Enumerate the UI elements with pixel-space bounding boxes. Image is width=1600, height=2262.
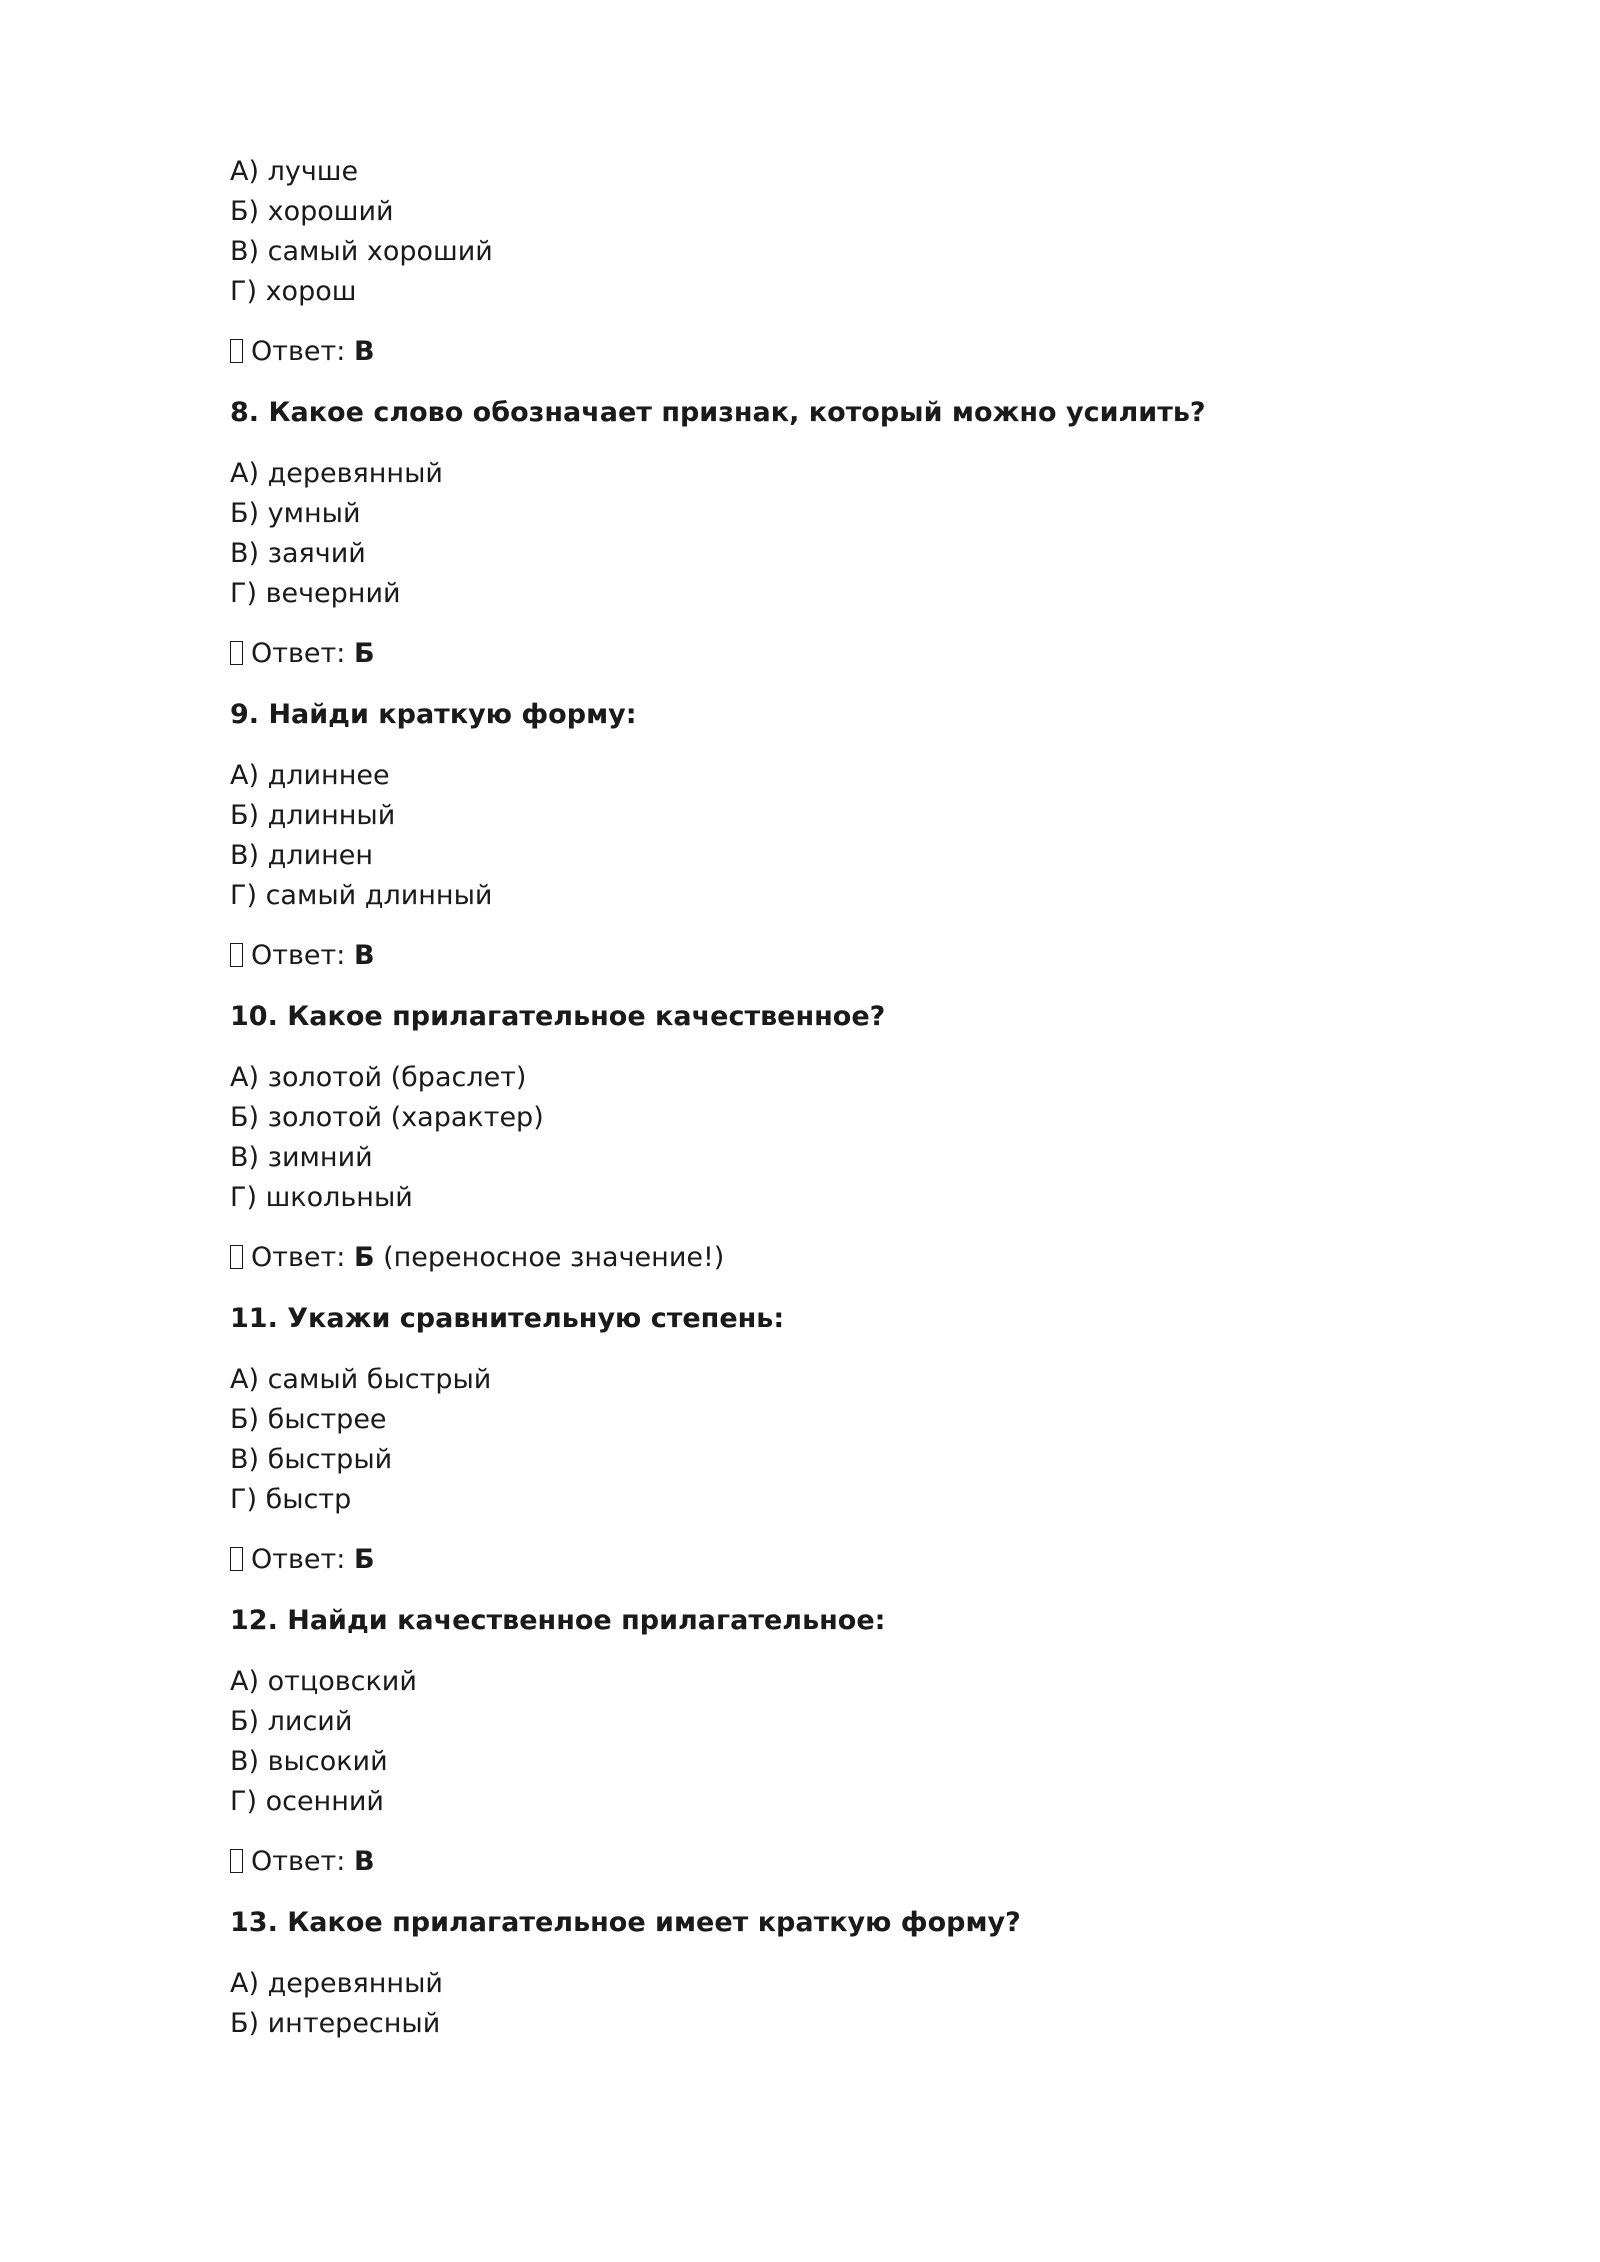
answer-label: Ответ: xyxy=(251,1544,346,1575)
option-c: В) самый хороший xyxy=(230,236,493,267)
option-b: Б) быстрее xyxy=(230,1404,387,1435)
option-c: В) заячий xyxy=(230,538,366,569)
option-d: Г) быстр xyxy=(230,1484,352,1515)
answer-label: Ответ: xyxy=(251,638,346,669)
options-list xyxy=(230,454,1410,614)
option-c: В) высокий xyxy=(230,1746,388,1777)
option-d: Г) осенний xyxy=(230,1786,384,1817)
option-a: А) отцовский xyxy=(230,1666,417,1697)
options-list xyxy=(230,1964,1410,2044)
answer-line xyxy=(230,936,1410,976)
option-c: В) зимний xyxy=(230,1142,373,1173)
options-list xyxy=(230,756,1410,916)
option-b: Б) длинный xyxy=(230,800,396,831)
option-b: Б) лисий xyxy=(230,1706,353,1737)
answer-letter: Б xyxy=(353,638,375,669)
answer-line xyxy=(230,332,1410,372)
answer-label: Ответ: xyxy=(251,940,346,971)
option-d: Г) хорош xyxy=(230,276,357,307)
option-b: Б) хороший xyxy=(230,196,394,227)
option-a: А) лучше xyxy=(230,156,359,187)
checkbox-icon xyxy=(230,943,243,967)
question-9: 9. Найди краткую форму: xyxy=(230,699,637,730)
checkbox-icon xyxy=(230,1547,243,1571)
checkbox-icon xyxy=(230,641,243,665)
answer-letter: В xyxy=(353,336,375,367)
answer-note: (переносное значение!) xyxy=(374,1242,725,1273)
answer-letter: Б xyxy=(353,1544,375,1575)
option-d: Г) школьный xyxy=(230,1182,413,1213)
option-d: Г) самый длинный xyxy=(230,880,493,911)
option-a: А) деревянный xyxy=(230,458,443,489)
option-b: Б) золотой (характер) xyxy=(230,1102,544,1133)
option-c: В) быстрый xyxy=(230,1444,393,1475)
question-13: 13. Какое прилагательное имеет краткую форму? xyxy=(230,1907,1021,1938)
answer-label: Ответ: xyxy=(251,1242,346,1273)
answer-line xyxy=(230,1238,1410,1278)
answer-line xyxy=(230,1540,1410,1580)
document-page xyxy=(230,152,1410,2044)
options-list xyxy=(230,1360,1410,1520)
question-8: 8. Какое слово обозначает признак, который можно усилить? xyxy=(230,397,1206,428)
option-b: Б) умный xyxy=(230,498,361,529)
answer-letter: В xyxy=(353,940,375,971)
answer-label: Ответ: xyxy=(251,336,346,367)
option-a: А) деревянный xyxy=(230,1968,443,1999)
option-a: А) золотой (браслет) xyxy=(230,1062,527,1093)
option-a: А) самый быстрый xyxy=(230,1364,492,1395)
answer-letter: Б xyxy=(353,1242,375,1273)
options-list xyxy=(230,1058,1410,1218)
option-a: А) длиннее xyxy=(230,760,390,791)
option-c: В) длинен xyxy=(230,840,374,871)
question-10: 10. Какое прилагательное качественное? xyxy=(230,1001,886,1032)
answer-line xyxy=(230,634,1410,674)
checkbox-icon xyxy=(230,339,243,363)
answer-line xyxy=(230,1842,1410,1882)
option-d: Г) вечерний xyxy=(230,578,401,609)
checkbox-icon xyxy=(230,1245,243,1269)
options-list xyxy=(230,1662,1410,1822)
question-12: 12. Найди качественное прилагательное: xyxy=(230,1605,886,1636)
checkbox-icon xyxy=(230,1849,243,1873)
answer-letter: В xyxy=(353,1846,375,1877)
option-b: Б) интересный xyxy=(230,2008,441,2039)
options-list xyxy=(230,152,1410,312)
answer-label: Ответ: xyxy=(251,1846,346,1877)
question-11: 11. Укажи сравнительную степень: xyxy=(230,1303,785,1334)
